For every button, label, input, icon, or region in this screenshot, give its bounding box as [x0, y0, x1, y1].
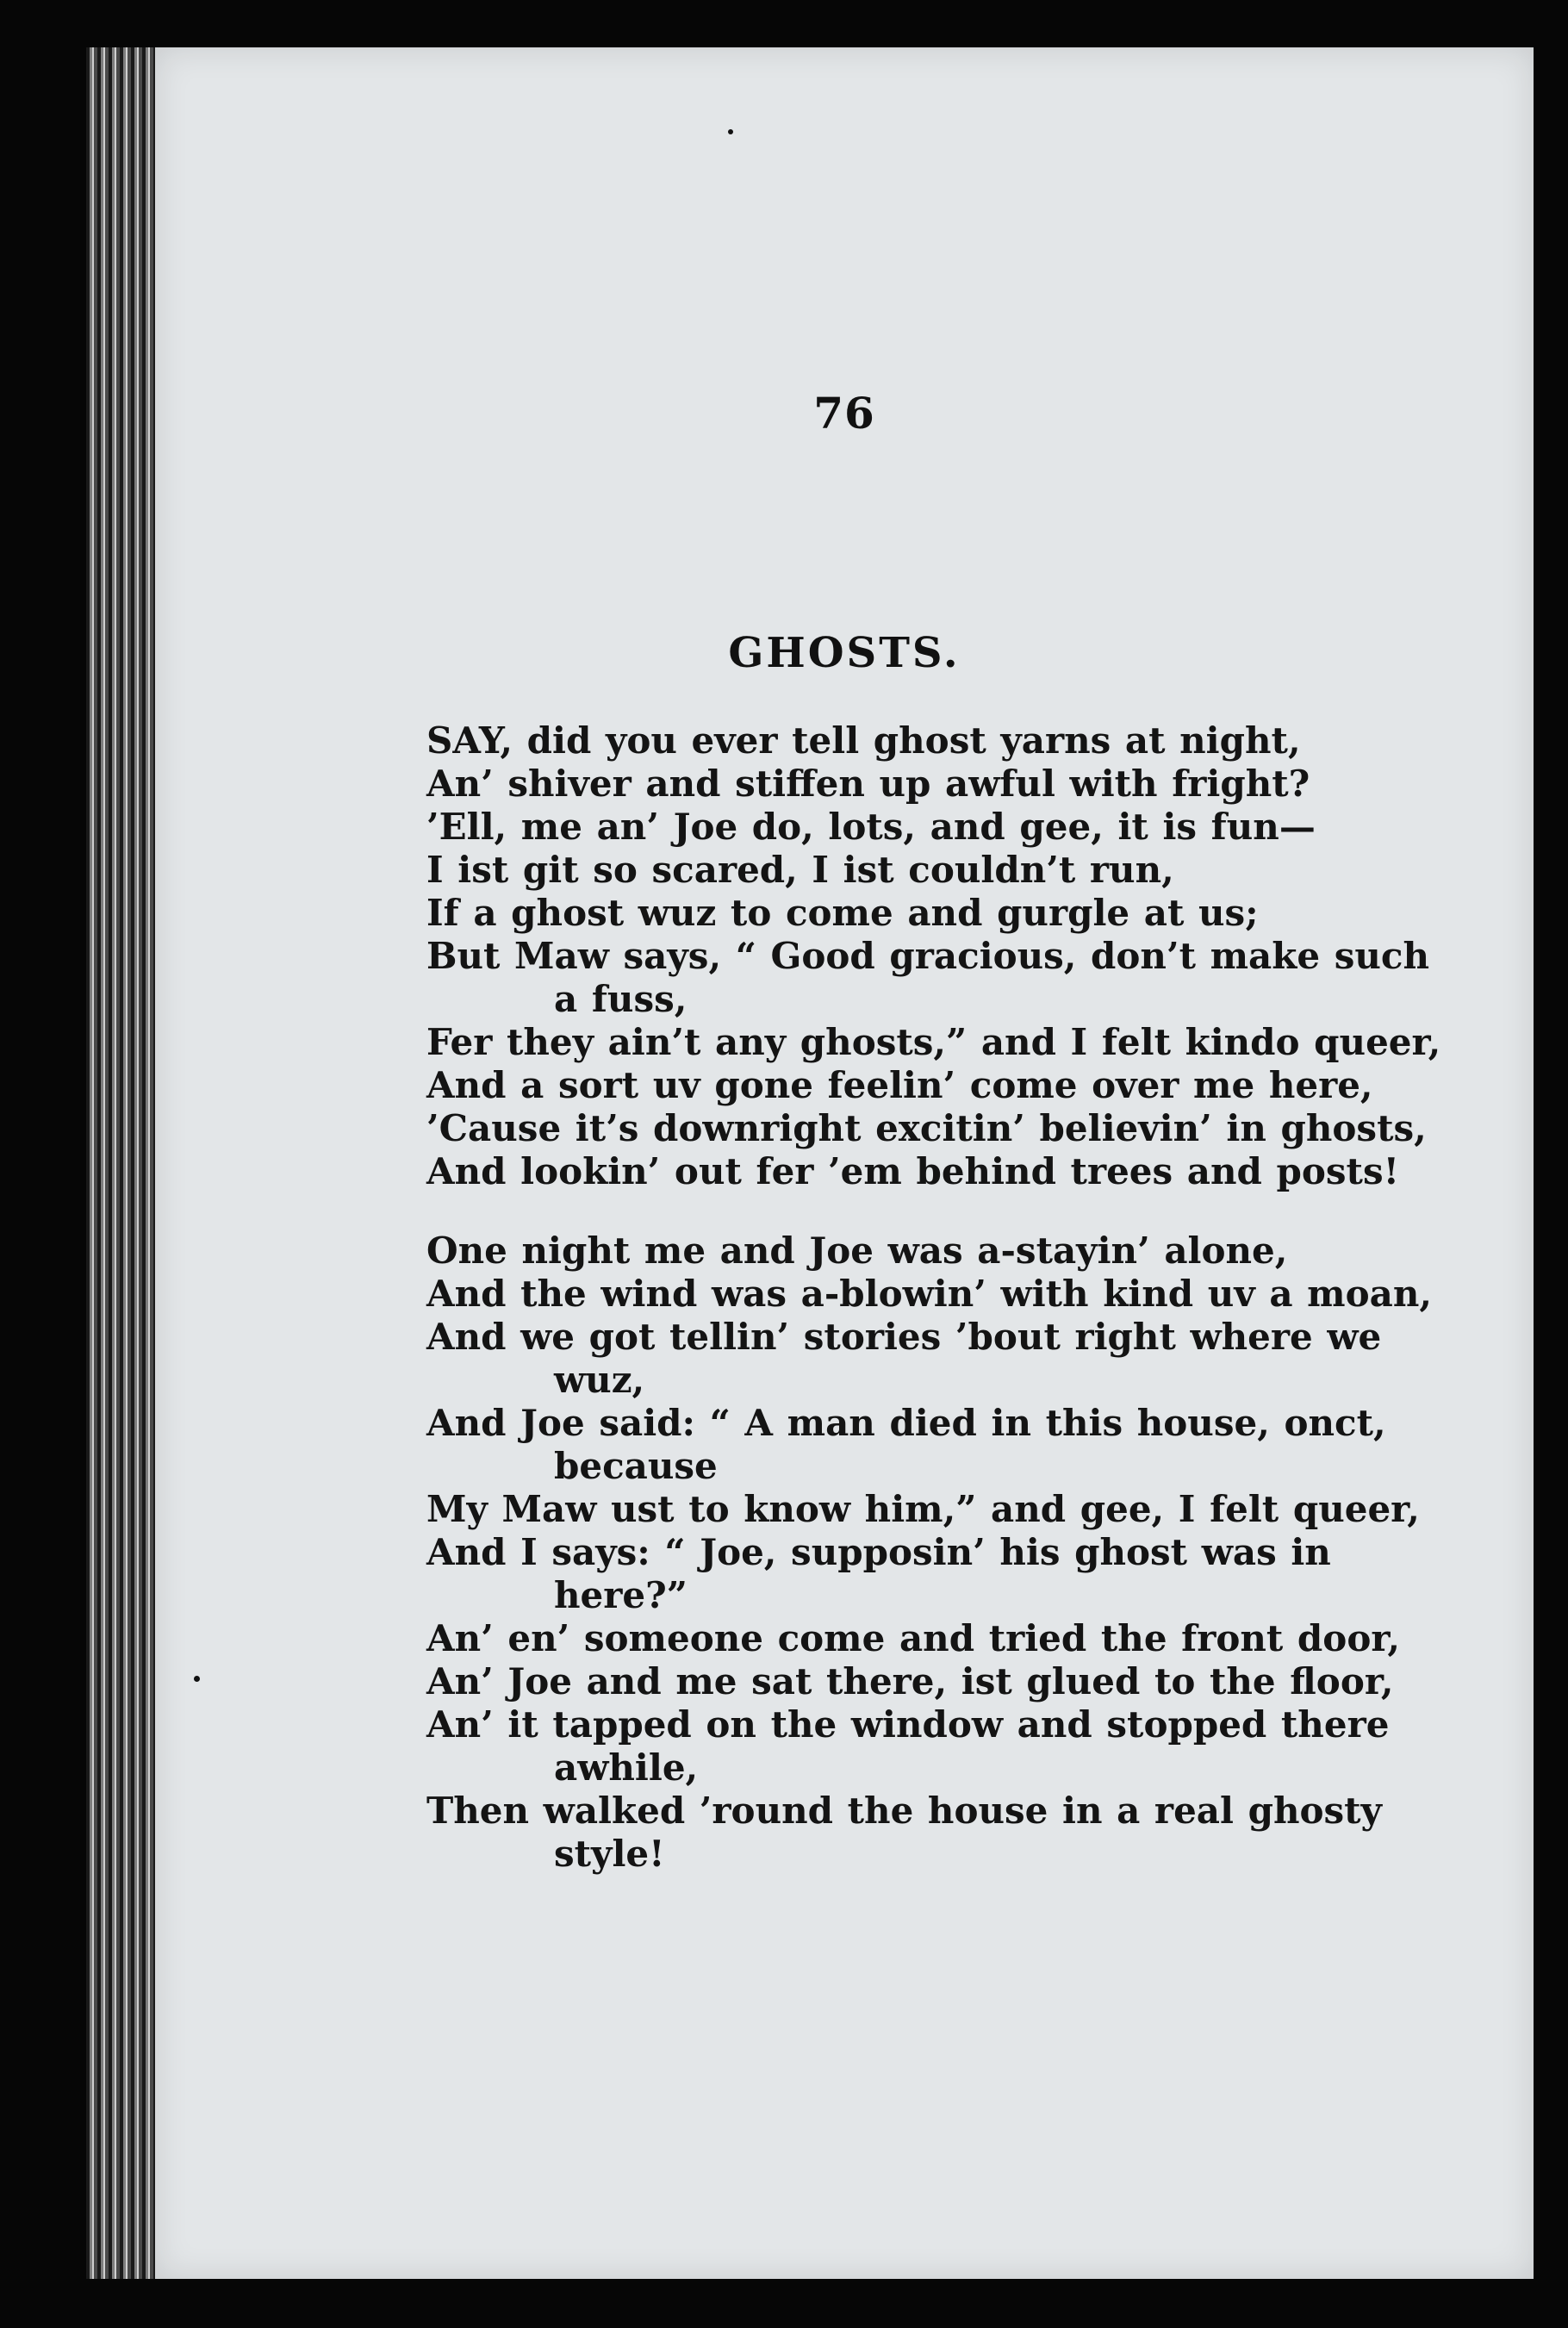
stanza	[426, 719, 1441, 1193]
poem-line: And I says: “ Joe, supposin’ his ghost was in	[426, 1531, 1331, 1573]
scan-speck	[194, 1676, 200, 1682]
poem-line: My Maw ust to know him,” and gee, I felt queer,	[426, 1488, 1420, 1530]
poem-line: I ist git so scared, I ist couldn’t run,	[426, 849, 1174, 891]
poem-line: And we got tellin’ stories ’bout right where we	[426, 1316, 1382, 1358]
poem-line: An’ en’ someone come and tried the front door,	[426, 1617, 1401, 1659]
poem-line: And lookin’ out fer ’em behind trees and posts!	[426, 1150, 1400, 1192]
page-number: 76	[813, 388, 875, 439]
poem-line: Then walked ’round the house in a real ghosty	[426, 1790, 1382, 1832]
poem-line: ’Ell, me an’ Joe do, lots, and gee, it is fun—	[426, 806, 1316, 848]
scan-speck	[728, 129, 733, 134]
poem-line: An’ shiver and stiffen up awful with fright?	[426, 763, 1310, 805]
stanza	[426, 1229, 1433, 1876]
poem-line: SAY, did you ever tell ghost yarns at night,	[426, 719, 1301, 762]
poem-line-continuation: because	[554, 1445, 718, 1487]
poem-line: And a sort uv gone feelin’ come over me here,	[426, 1064, 1373, 1106]
poem-line-continuation: here?”	[554, 1574, 688, 1616]
poem-line-continuation: style!	[554, 1833, 665, 1875]
book-spine-edge	[86, 47, 159, 2279]
poem-line: And the wind was a-blowin’ with kind uv a moan,	[426, 1273, 1433, 1315]
poem-body	[426, 719, 1441, 1912]
poem-line: An’ it tapped on the window and stopped there	[426, 1703, 1390, 1746]
poem-line-continuation: awhile,	[554, 1746, 699, 1789]
poem-line-continuation: a fuss,	[554, 978, 688, 1020]
poem-line: Fer they ain’t any ghosts,” and I felt kindo queer,	[426, 1021, 1441, 1063]
poem-line-continuation: wuz,	[554, 1359, 645, 1401]
book-page	[155, 47, 1534, 2279]
poem-line: One night me and Joe was a-stayin’ alone,	[426, 1229, 1288, 1272]
poem-line: But Maw says, “ Good gracious, don’t make such	[426, 935, 1429, 977]
poem-line: An’ Joe and me sat there, ist glued to the floor,	[426, 1660, 1394, 1702]
poem-title: GHOSTS.	[728, 629, 961, 677]
poem-line: If a ghost wuz to come and gurgle at us;	[426, 892, 1259, 934]
poem-line: ’Cause it’s downright excitin’ believin’ in ghosts,	[426, 1107, 1427, 1149]
poem-line: And Joe said: “ A man died in this house, onct,	[426, 1402, 1386, 1444]
